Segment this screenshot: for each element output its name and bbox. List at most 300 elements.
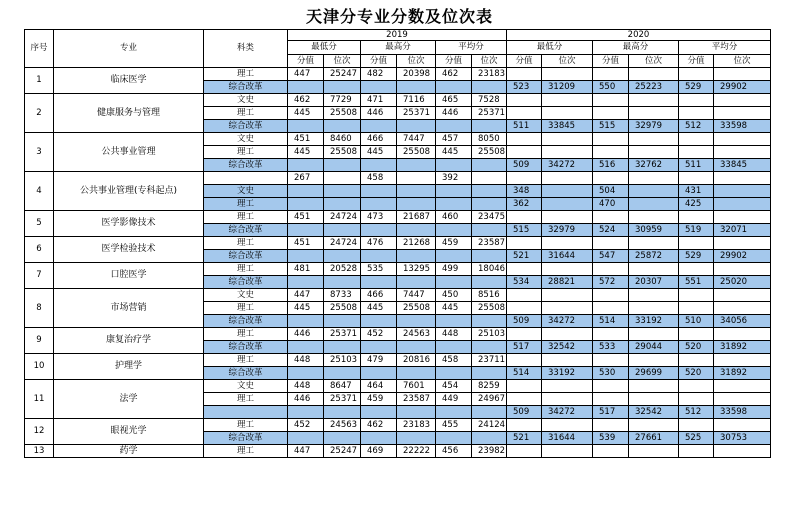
score-cell bbox=[679, 172, 714, 185]
row-category: 理工 bbox=[204, 328, 288, 341]
score-cell: 425 bbox=[679, 198, 714, 211]
rank-cell: 20307 bbox=[629, 276, 679, 289]
rank-cell: 25508 bbox=[472, 302, 507, 315]
score-cell bbox=[288, 159, 324, 172]
score-cell: 447 bbox=[288, 68, 324, 81]
row-category: 理工 bbox=[204, 445, 288, 458]
score-cell: 465 bbox=[436, 94, 472, 107]
score-cell bbox=[593, 237, 629, 250]
rank-cell bbox=[324, 120, 361, 133]
score-cell bbox=[679, 211, 714, 224]
score-cell bbox=[679, 237, 714, 250]
rank-cell bbox=[629, 237, 679, 250]
score-cell bbox=[361, 432, 397, 445]
score-cell: 446 bbox=[288, 328, 324, 341]
row-seq: 10 bbox=[25, 354, 54, 380]
score-cell: 459 bbox=[361, 393, 397, 406]
rank-cell bbox=[629, 68, 679, 81]
row-major: 健康服务与管理 bbox=[54, 94, 204, 133]
rank-cell: 30753 bbox=[714, 432, 771, 445]
rank-cell bbox=[542, 419, 593, 432]
score-cell bbox=[361, 250, 397, 263]
score-cell bbox=[361, 367, 397, 380]
score-cell bbox=[593, 172, 629, 185]
rank-cell bbox=[397, 159, 436, 172]
row-category: 文史 bbox=[204, 380, 288, 393]
rank-subheader: 位次 bbox=[542, 55, 593, 68]
score-cell: 519 bbox=[679, 224, 714, 237]
score-cell bbox=[436, 315, 472, 328]
rank-cell bbox=[714, 289, 771, 302]
row-category: 综合改革 bbox=[204, 367, 288, 380]
seq-header: 序号 bbox=[25, 30, 54, 68]
rank-cell: 34272 bbox=[542, 406, 593, 419]
rank-cell: 25508 bbox=[397, 146, 436, 159]
rank-cell bbox=[397, 120, 436, 133]
rank-cell bbox=[472, 341, 507, 354]
rank-cell bbox=[629, 289, 679, 302]
rank-cell: 29902 bbox=[714, 250, 771, 263]
rank-cell: 33192 bbox=[629, 315, 679, 328]
score-cell bbox=[593, 68, 629, 81]
row-category: 理工 bbox=[204, 198, 288, 211]
row-seq: 4 bbox=[25, 172, 54, 211]
score-cell bbox=[288, 276, 324, 289]
rank-cell bbox=[542, 302, 593, 315]
score-cell bbox=[288, 315, 324, 328]
score-cell: 462 bbox=[436, 68, 472, 81]
score-cell bbox=[593, 107, 629, 120]
rank-cell bbox=[714, 68, 771, 81]
rank-cell bbox=[542, 198, 593, 211]
score-cell bbox=[288, 81, 324, 94]
rank-subheader: 位次 bbox=[714, 55, 771, 68]
score-table bbox=[24, 29, 771, 458]
avg-score-header: 平均分 bbox=[679, 41, 771, 55]
min-score-header: 最低分 bbox=[288, 41, 361, 55]
score-cell: 516 bbox=[593, 159, 629, 172]
score-cell bbox=[593, 211, 629, 224]
rank-cell bbox=[324, 224, 361, 237]
row-category: 文史 bbox=[204, 289, 288, 302]
rank-cell bbox=[397, 198, 436, 211]
rank-cell bbox=[397, 406, 436, 419]
row-category: 理工 bbox=[204, 302, 288, 315]
rank-cell: 24724 bbox=[324, 237, 361, 250]
rank-cell: 21687 bbox=[397, 211, 436, 224]
rank-cell bbox=[542, 328, 593, 341]
row-category: 综合改革 bbox=[204, 250, 288, 263]
row-seq: 3 bbox=[25, 133, 54, 172]
rank-cell bbox=[397, 432, 436, 445]
row-major: 法学 bbox=[54, 380, 204, 419]
rank-cell bbox=[472, 198, 507, 211]
score-cell bbox=[679, 107, 714, 120]
rank-cell: 20528 bbox=[324, 263, 361, 276]
score-cell: 462 bbox=[288, 94, 324, 107]
score-cell: 456 bbox=[436, 445, 472, 458]
score-cell bbox=[361, 341, 397, 354]
row-category bbox=[204, 406, 288, 419]
major-header: 专业 bbox=[54, 30, 204, 68]
score-cell bbox=[679, 354, 714, 367]
rank-cell: 7447 bbox=[397, 133, 436, 146]
rank-cell: 32762 bbox=[629, 159, 679, 172]
rank-cell bbox=[629, 445, 679, 458]
score-cell: 514 bbox=[507, 367, 542, 380]
score-cell bbox=[593, 302, 629, 315]
row-category: 综合改革 bbox=[204, 120, 288, 133]
rank-cell: 33598 bbox=[714, 406, 771, 419]
rank-subheader: 位次 bbox=[397, 55, 436, 68]
score-cell: 448 bbox=[288, 354, 324, 367]
rank-cell bbox=[629, 198, 679, 211]
row-major: 医学影像技术 bbox=[54, 211, 204, 237]
table-row bbox=[25, 133, 771, 146]
rank-cell: 33192 bbox=[542, 367, 593, 380]
row-category: 文史 bbox=[204, 185, 288, 198]
score-cell: 464 bbox=[361, 380, 397, 393]
max-score-header: 最高分 bbox=[361, 41, 436, 55]
rank-cell bbox=[324, 276, 361, 289]
rank-cell: 33845 bbox=[714, 159, 771, 172]
table-row bbox=[25, 68, 771, 81]
rank-cell bbox=[472, 432, 507, 445]
row-category: 理工 bbox=[204, 393, 288, 406]
row-category: 综合改革 bbox=[204, 81, 288, 94]
score-cell: 481 bbox=[288, 263, 324, 276]
score-cell: 504 bbox=[593, 185, 629, 198]
score-cell: 449 bbox=[436, 393, 472, 406]
score-cell: 572 bbox=[593, 276, 629, 289]
table-row bbox=[25, 380, 771, 393]
score-cell: 479 bbox=[361, 354, 397, 367]
score-cell: 466 bbox=[361, 289, 397, 302]
row-major: 康复治疗学 bbox=[54, 328, 204, 354]
score-cell bbox=[679, 302, 714, 315]
rank-cell: 21268 bbox=[397, 237, 436, 250]
row-major: 医学检验技术 bbox=[54, 237, 204, 263]
rank-cell bbox=[324, 250, 361, 263]
rank-cell bbox=[472, 172, 507, 185]
score-cell: 466 bbox=[361, 133, 397, 146]
rank-cell: 23587 bbox=[472, 237, 507, 250]
score-cell bbox=[593, 419, 629, 432]
rank-cell bbox=[542, 393, 593, 406]
row-category: 理工 bbox=[204, 146, 288, 159]
rank-cell: 23711 bbox=[472, 354, 507, 367]
row-category: 理工 bbox=[204, 68, 288, 81]
rank-cell bbox=[542, 237, 593, 250]
rank-cell: 31644 bbox=[542, 432, 593, 445]
row-seq: 2 bbox=[25, 94, 54, 133]
rank-cell: 32071 bbox=[714, 224, 771, 237]
rank-cell: 24967 bbox=[472, 393, 507, 406]
row-category: 综合改革 bbox=[204, 159, 288, 172]
score-cell bbox=[679, 393, 714, 406]
score-cell bbox=[593, 133, 629, 146]
table-row bbox=[25, 211, 771, 224]
row-category bbox=[204, 172, 288, 185]
rank-cell bbox=[714, 354, 771, 367]
score-cell: 362 bbox=[507, 198, 542, 211]
score-cell: 473 bbox=[361, 211, 397, 224]
score-subheader: 分值 bbox=[436, 55, 472, 68]
rank-cell: 25371 bbox=[324, 328, 361, 341]
score-cell: 499 bbox=[436, 263, 472, 276]
rank-cell bbox=[629, 328, 679, 341]
row-major: 眼视光学 bbox=[54, 419, 204, 445]
score-cell bbox=[361, 198, 397, 211]
score-cell bbox=[436, 224, 472, 237]
year-2019-header: 2019 bbox=[288, 30, 507, 41]
row-category: 文史 bbox=[204, 94, 288, 107]
rank-cell bbox=[472, 315, 507, 328]
score-cell bbox=[507, 172, 542, 185]
rank-cell bbox=[542, 172, 593, 185]
rank-cell: 31892 bbox=[714, 341, 771, 354]
rank-cell bbox=[397, 172, 436, 185]
rank-cell bbox=[629, 172, 679, 185]
rank-cell: 30959 bbox=[629, 224, 679, 237]
table-title: 天津分专业分数及位次表 bbox=[305, 7, 493, 26]
rank-cell: 32979 bbox=[542, 224, 593, 237]
score-cell bbox=[436, 406, 472, 419]
score-cell: 448 bbox=[288, 380, 324, 393]
rank-cell: 7528 bbox=[472, 94, 507, 107]
score-cell bbox=[436, 276, 472, 289]
score-cell bbox=[679, 94, 714, 107]
score-cell: 445 bbox=[288, 146, 324, 159]
score-subheader: 分值 bbox=[679, 55, 714, 68]
category-header: 科类 bbox=[204, 30, 288, 68]
score-cell: 392 bbox=[436, 172, 472, 185]
rank-cell bbox=[714, 445, 771, 458]
score-cell: 520 bbox=[679, 367, 714, 380]
score-cell: 550 bbox=[593, 81, 629, 94]
score-cell: 523 bbox=[507, 81, 542, 94]
rank-cell: 8733 bbox=[324, 289, 361, 302]
rank-cell bbox=[629, 107, 679, 120]
row-category: 理工 bbox=[204, 107, 288, 120]
rank-cell bbox=[629, 94, 679, 107]
rank-cell bbox=[472, 367, 507, 380]
score-cell bbox=[361, 224, 397, 237]
score-cell: 512 bbox=[679, 120, 714, 133]
score-cell bbox=[436, 81, 472, 94]
rank-cell: 23587 bbox=[397, 393, 436, 406]
score-cell bbox=[507, 380, 542, 393]
rank-cell: 32979 bbox=[629, 120, 679, 133]
score-cell: 445 bbox=[288, 107, 324, 120]
row-seq: 9 bbox=[25, 328, 54, 354]
score-cell: 348 bbox=[507, 185, 542, 198]
rank-cell: 31209 bbox=[542, 81, 593, 94]
score-cell: 445 bbox=[436, 302, 472, 315]
row-category: 综合改革 bbox=[204, 224, 288, 237]
row-seq: 13 bbox=[25, 445, 54, 458]
rank-cell: 7729 bbox=[324, 94, 361, 107]
score-cell bbox=[436, 341, 472, 354]
score-cell bbox=[507, 211, 542, 224]
score-cell bbox=[679, 380, 714, 393]
score-cell bbox=[593, 94, 629, 107]
score-cell bbox=[436, 120, 472, 133]
score-cell bbox=[507, 445, 542, 458]
score-cell: 533 bbox=[593, 341, 629, 354]
row-major: 公共事业管理 bbox=[54, 133, 204, 172]
rank-cell: 28821 bbox=[542, 276, 593, 289]
row-category: 理工 bbox=[204, 211, 288, 224]
score-cell bbox=[361, 120, 397, 133]
score-cell: 547 bbox=[593, 250, 629, 263]
table-row bbox=[25, 354, 771, 367]
rank-cell: 13295 bbox=[397, 263, 436, 276]
score-cell: 525 bbox=[679, 432, 714, 445]
rank-cell bbox=[324, 432, 361, 445]
score-cell: 451 bbox=[288, 133, 324, 146]
score-cell: 509 bbox=[507, 406, 542, 419]
score-cell: 451 bbox=[288, 237, 324, 250]
rank-cell bbox=[629, 146, 679, 159]
rank-cell bbox=[472, 159, 507, 172]
year-2020-header: 2020 bbox=[507, 30, 771, 41]
rank-cell bbox=[714, 172, 771, 185]
row-major: 药学 bbox=[54, 445, 204, 458]
score-cell: 515 bbox=[507, 224, 542, 237]
score-cell bbox=[288, 250, 324, 263]
score-cell: 457 bbox=[436, 133, 472, 146]
score-cell: 520 bbox=[679, 341, 714, 354]
score-subheader: 分值 bbox=[593, 55, 629, 68]
rank-cell bbox=[629, 419, 679, 432]
row-seq: 11 bbox=[25, 380, 54, 419]
rank-cell: 34056 bbox=[714, 315, 771, 328]
rank-cell: 8460 bbox=[324, 133, 361, 146]
row-major: 公共事业管理(专科起点) bbox=[54, 172, 204, 211]
table-row bbox=[25, 263, 771, 276]
score-cell: 446 bbox=[361, 107, 397, 120]
rank-cell: 25223 bbox=[629, 81, 679, 94]
rank-cell bbox=[324, 81, 361, 94]
row-seq: 5 bbox=[25, 211, 54, 237]
rank-cell: 32542 bbox=[629, 406, 679, 419]
score-cell bbox=[507, 354, 542, 367]
rank-subheader: 位次 bbox=[472, 55, 507, 68]
rank-cell bbox=[472, 81, 507, 94]
row-seq: 7 bbox=[25, 263, 54, 289]
rank-cell bbox=[397, 276, 436, 289]
score-cell: 446 bbox=[436, 107, 472, 120]
rank-cell bbox=[397, 224, 436, 237]
rank-cell bbox=[542, 133, 593, 146]
min-score-header: 最低分 bbox=[507, 41, 593, 55]
row-seq: 1 bbox=[25, 68, 54, 94]
rank-cell: 29699 bbox=[629, 367, 679, 380]
rank-cell: 8050 bbox=[472, 133, 507, 146]
rank-cell bbox=[714, 380, 771, 393]
score-cell bbox=[679, 133, 714, 146]
rank-cell bbox=[629, 263, 679, 276]
rank-cell: 23183 bbox=[397, 419, 436, 432]
rank-cell bbox=[542, 146, 593, 159]
rank-cell bbox=[542, 263, 593, 276]
row-seq: 12 bbox=[25, 419, 54, 445]
rank-cell bbox=[324, 406, 361, 419]
rank-cell bbox=[714, 107, 771, 120]
rank-cell: 29044 bbox=[629, 341, 679, 354]
rank-cell: 25508 bbox=[397, 302, 436, 315]
rank-cell bbox=[629, 354, 679, 367]
header-row-years bbox=[25, 30, 771, 41]
rank-cell bbox=[629, 211, 679, 224]
score-cell bbox=[679, 445, 714, 458]
score-cell: 515 bbox=[593, 120, 629, 133]
rank-cell bbox=[714, 211, 771, 224]
score-cell: 539 bbox=[593, 432, 629, 445]
row-major: 护理学 bbox=[54, 354, 204, 380]
score-cell bbox=[507, 146, 542, 159]
table-row bbox=[25, 172, 771, 185]
rank-cell: 34272 bbox=[542, 159, 593, 172]
rank-cell bbox=[714, 185, 771, 198]
rank-cell: 22222 bbox=[397, 445, 436, 458]
score-cell bbox=[507, 107, 542, 120]
row-category: 综合改革 bbox=[204, 341, 288, 354]
rank-cell bbox=[714, 393, 771, 406]
max-score-header: 最高分 bbox=[593, 41, 679, 55]
score-cell bbox=[361, 406, 397, 419]
score-cell bbox=[679, 68, 714, 81]
rank-cell: 31892 bbox=[714, 367, 771, 380]
rank-cell bbox=[714, 237, 771, 250]
rank-cell bbox=[472, 224, 507, 237]
score-subheader: 分值 bbox=[288, 55, 324, 68]
score-cell: 267 bbox=[288, 172, 324, 185]
score-cell bbox=[507, 94, 542, 107]
rank-cell: 8647 bbox=[324, 380, 361, 393]
score-cell bbox=[679, 328, 714, 341]
score-cell bbox=[288, 185, 324, 198]
rank-cell bbox=[472, 120, 507, 133]
rank-cell bbox=[629, 380, 679, 393]
score-cell: 511 bbox=[507, 120, 542, 133]
score-cell bbox=[507, 263, 542, 276]
score-cell: 445 bbox=[361, 146, 397, 159]
row-category: 综合改革 bbox=[204, 432, 288, 445]
rank-cell: 7116 bbox=[397, 94, 436, 107]
rank-cell: 25371 bbox=[324, 393, 361, 406]
table-row bbox=[25, 445, 771, 458]
rank-cell bbox=[629, 185, 679, 198]
row-category: 综合改革 bbox=[204, 276, 288, 289]
rank-cell: 25508 bbox=[324, 146, 361, 159]
score-cell: 469 bbox=[361, 445, 397, 458]
rank-cell bbox=[324, 367, 361, 380]
score-cell bbox=[361, 276, 397, 289]
score-subheader: 分值 bbox=[507, 55, 542, 68]
score-cell bbox=[507, 237, 542, 250]
score-cell: 462 bbox=[361, 419, 397, 432]
rank-cell bbox=[714, 419, 771, 432]
rank-cell bbox=[472, 250, 507, 263]
rank-cell: 23982 bbox=[472, 445, 507, 458]
rank-cell: 25508 bbox=[472, 146, 507, 159]
score-cell bbox=[593, 393, 629, 406]
rank-cell: 25872 bbox=[629, 250, 679, 263]
score-cell bbox=[507, 419, 542, 432]
score-cell: 535 bbox=[361, 263, 397, 276]
